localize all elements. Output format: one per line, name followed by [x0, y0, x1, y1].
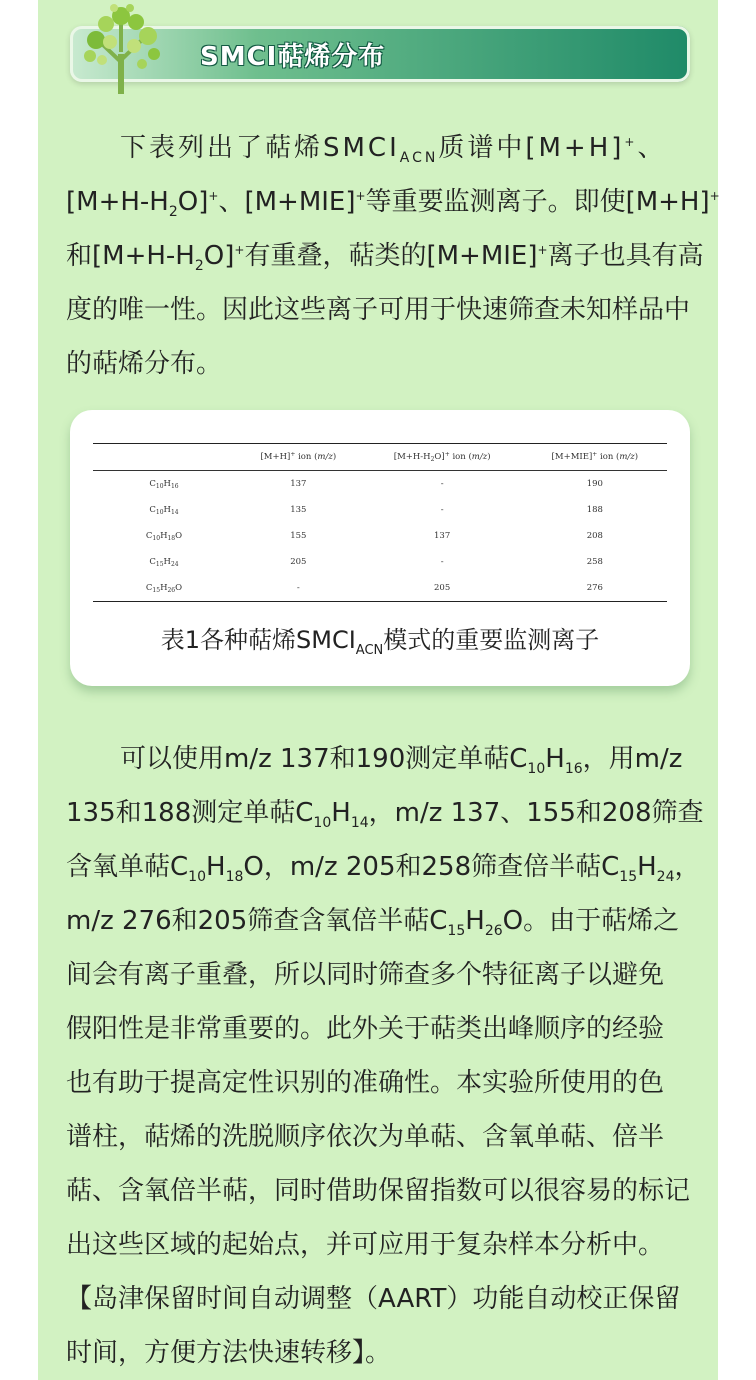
body-line-11: 【岛津保留时间自动调整（AART）功能自动校正保留 [66, 1284, 681, 1314]
section-title: SMCI萜烯分布 [200, 42, 386, 72]
body-line-3: 含氧单萜$C_{10}H_{18}O$，m/z 205和258筛查倍半萜$C_{15}H_{24}$， [66, 852, 701, 885]
compound-cell: $C_{15}H_{26}O$ [93, 575, 235, 602]
table-row [93, 471, 667, 498]
ion-cell-mmie: 258 [586, 557, 603, 567]
ion-cell-mhh2o: 137 [434, 531, 451, 541]
ion-cell-mmie: 190 [586, 479, 603, 489]
body-line-7: 也有助于提高定性识别的准确性。本实验所使用的色 [66, 1068, 665, 1098]
ion-cell-mh: 155 [290, 531, 307, 541]
ion-cell-mhh2o: - [440, 557, 444, 567]
table-caption: 表1各种萜烯$SMCI_{ACN}$模式的重要监测离子 [160, 626, 600, 658]
body-line-9: 萜、含氧倍半萜，同时借助保留指数可以很容易的标记 [66, 1176, 691, 1206]
ion-cell-mhh2o: - [440, 479, 444, 489]
tree-logo-icon [78, 2, 168, 98]
intro-line-1: 下表列出了萜烯$SMCI_{ACN}$质谱中[M+H]+、 [120, 133, 667, 166]
table-row [93, 497, 667, 523]
ion-cell-mh: 205 [290, 557, 307, 567]
table-card [70, 410, 690, 686]
body-line-4: m/z 276和205筛查含氧倍半萜$C_{15}H_{26}O$。由于萜烯之 [66, 906, 680, 939]
body-line-8: 谱柱，萜烯的洗脱顺序依次为单萜、含氧单萜、倍半 [66, 1122, 665, 1152]
ion-cell-mh: 135 [290, 505, 307, 515]
intro-line-5: 的萜烯分布。 [66, 349, 223, 379]
table-header-mh: [M+H]+ ion (m/z) [235, 444, 362, 471]
compound-cell: $C_{10}H_{16}$ [149, 479, 179, 490]
compound-cell: $C_{10}H_{14}$ [149, 505, 179, 516]
body-line-2: 135和188测定单萜$C_{10}H_{14}$，m/z 137、155和208筛查 [66, 798, 704, 831]
table-row [93, 523, 667, 549]
compound-cell: $C_{15}H_{24}$ [149, 557, 179, 568]
table-header-mmie: [M+MIE]+ ion (m/z) [523, 444, 667, 471]
table-header-row [93, 444, 667, 471]
intro-paragraph [66, 121, 720, 391]
ion-cell-mh: 137 [290, 479, 307, 489]
ion-cell-mhh2o: 205 [362, 575, 523, 602]
compound-cell: $C_{10}H_{18}O$ [145, 531, 183, 542]
table-header-compound [93, 444, 235, 471]
ion-cell-mh: - [235, 575, 362, 602]
ion-cell-mhh2o: - [440, 505, 444, 515]
ion-cell-mmie: 188 [586, 505, 603, 515]
table-row [93, 549, 667, 575]
table-header-mhh2o: $[M+H-H_2O]^+$ ion (m/z) [362, 444, 523, 471]
body-line-10: 出这些区域的起始点，并可应用于复杂样本分析中。 [66, 1230, 665, 1260]
body-line-6: 假阳性是非常重要的。此外关于萜类出峰顺序的经验 [66, 1014, 665, 1044]
body-line-12: 时间，方便方法快速转移】。 [66, 1338, 392, 1368]
body-line-5: 间会有离子重叠，所以同时筛查多个特征离子以避免 [66, 960, 665, 990]
intro-line-2: $[M+H-H_2O]^+$、[M+MIE]+等重要监测离子。即使[M+H]+ [66, 187, 720, 220]
ion-table [93, 443, 667, 602]
ion-cell-mmie: 208 [586, 531, 603, 541]
ion-cell-mmie: 276 [523, 575, 667, 602]
body-paragraph [66, 732, 704, 1380]
intro-line-3: 和$[M+H-H_2O]^+$有重叠，萜类的[M+MIE]+离子也具有高 [66, 241, 704, 274]
body-line-1: 可以使用m/z 137和190测定单萜$C_{10}H_{16}$，用m/z [120, 744, 683, 777]
table-row [93, 575, 667, 602]
intro-line-4: 度的唯一性。因此这些离子可用于快速筛查未知样品中 [66, 295, 691, 325]
